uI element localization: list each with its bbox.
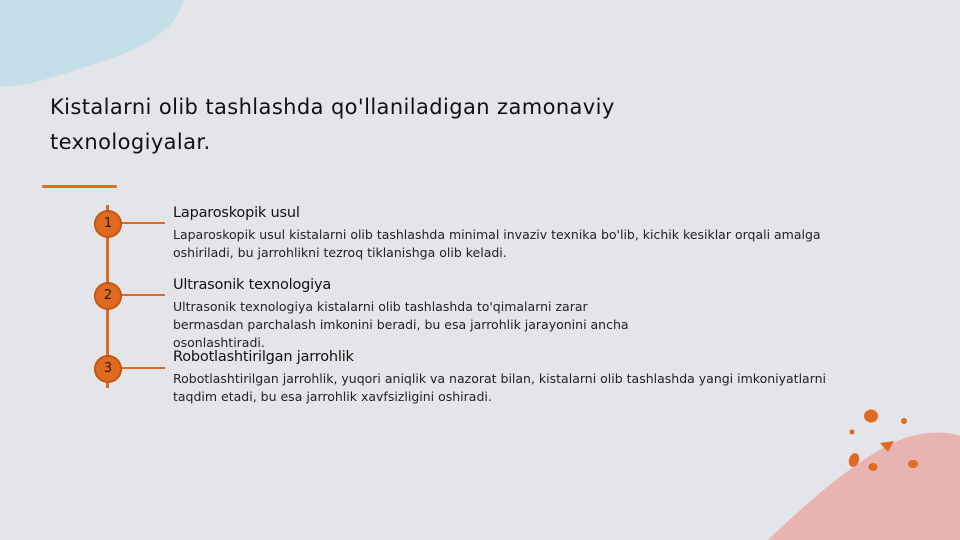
slide-title-line-2: texnologiyalar. (50, 130, 211, 154)
step-2-description-line: bermasdan parchalash imkonini beradi, bu esa jarrohlik jarayonini ancha (173, 317, 629, 332)
step-3-description (173, 370, 826, 406)
step-1-description-line: oshiriladi, bu jarrohlikni tezroq tiklanishga olib keladi. (173, 245, 507, 260)
step-3-heading: Robotlashtirilgan jarrohlik (173, 349, 354, 365)
step-1-connector (121, 222, 165, 224)
step-2-connector (121, 294, 165, 296)
step-3-description-line: Robotlashtirilgan jarrohlik, yuqori aniqlik va nazorat bilan, kistalarni olib tashlashda yangi imkoniyatlarni (173, 371, 827, 386)
step-3-description-line: taqdim etadi, bu esa jarrohlik xavfsizligini oshiradi. (173, 389, 492, 404)
slide-title-line-1: Kistalarni olib tashlashda qo'llaniladigan zamonaviy (50, 95, 615, 119)
step-3-number-badge: 3 (94, 355, 122, 383)
slide-title (50, 90, 750, 160)
step-3-connector (121, 367, 165, 369)
step-2-description-line: osonlashtiradi. (173, 335, 265, 350)
step-1-description (173, 226, 821, 262)
step-2-description (173, 298, 629, 352)
step-2-description-line: Ultrasonik texnologiya kistalarni olib tashlashda to'qimalarni zarar (173, 299, 588, 314)
step-2-heading: Ultrasonik texnologiya (173, 277, 332, 293)
step-1-description-line: Laparoskopik usul kistalarni olib tashlashda minimal invaziv texnika bo'lib, kichik kesiklar orqali amalga (173, 227, 821, 242)
step-1-number-badge: 1 (94, 210, 122, 238)
step-1-heading: Laparoskopik usul (173, 205, 300, 221)
step-2-number-badge: 2 (94, 282, 122, 310)
title-underline (42, 185, 117, 188)
